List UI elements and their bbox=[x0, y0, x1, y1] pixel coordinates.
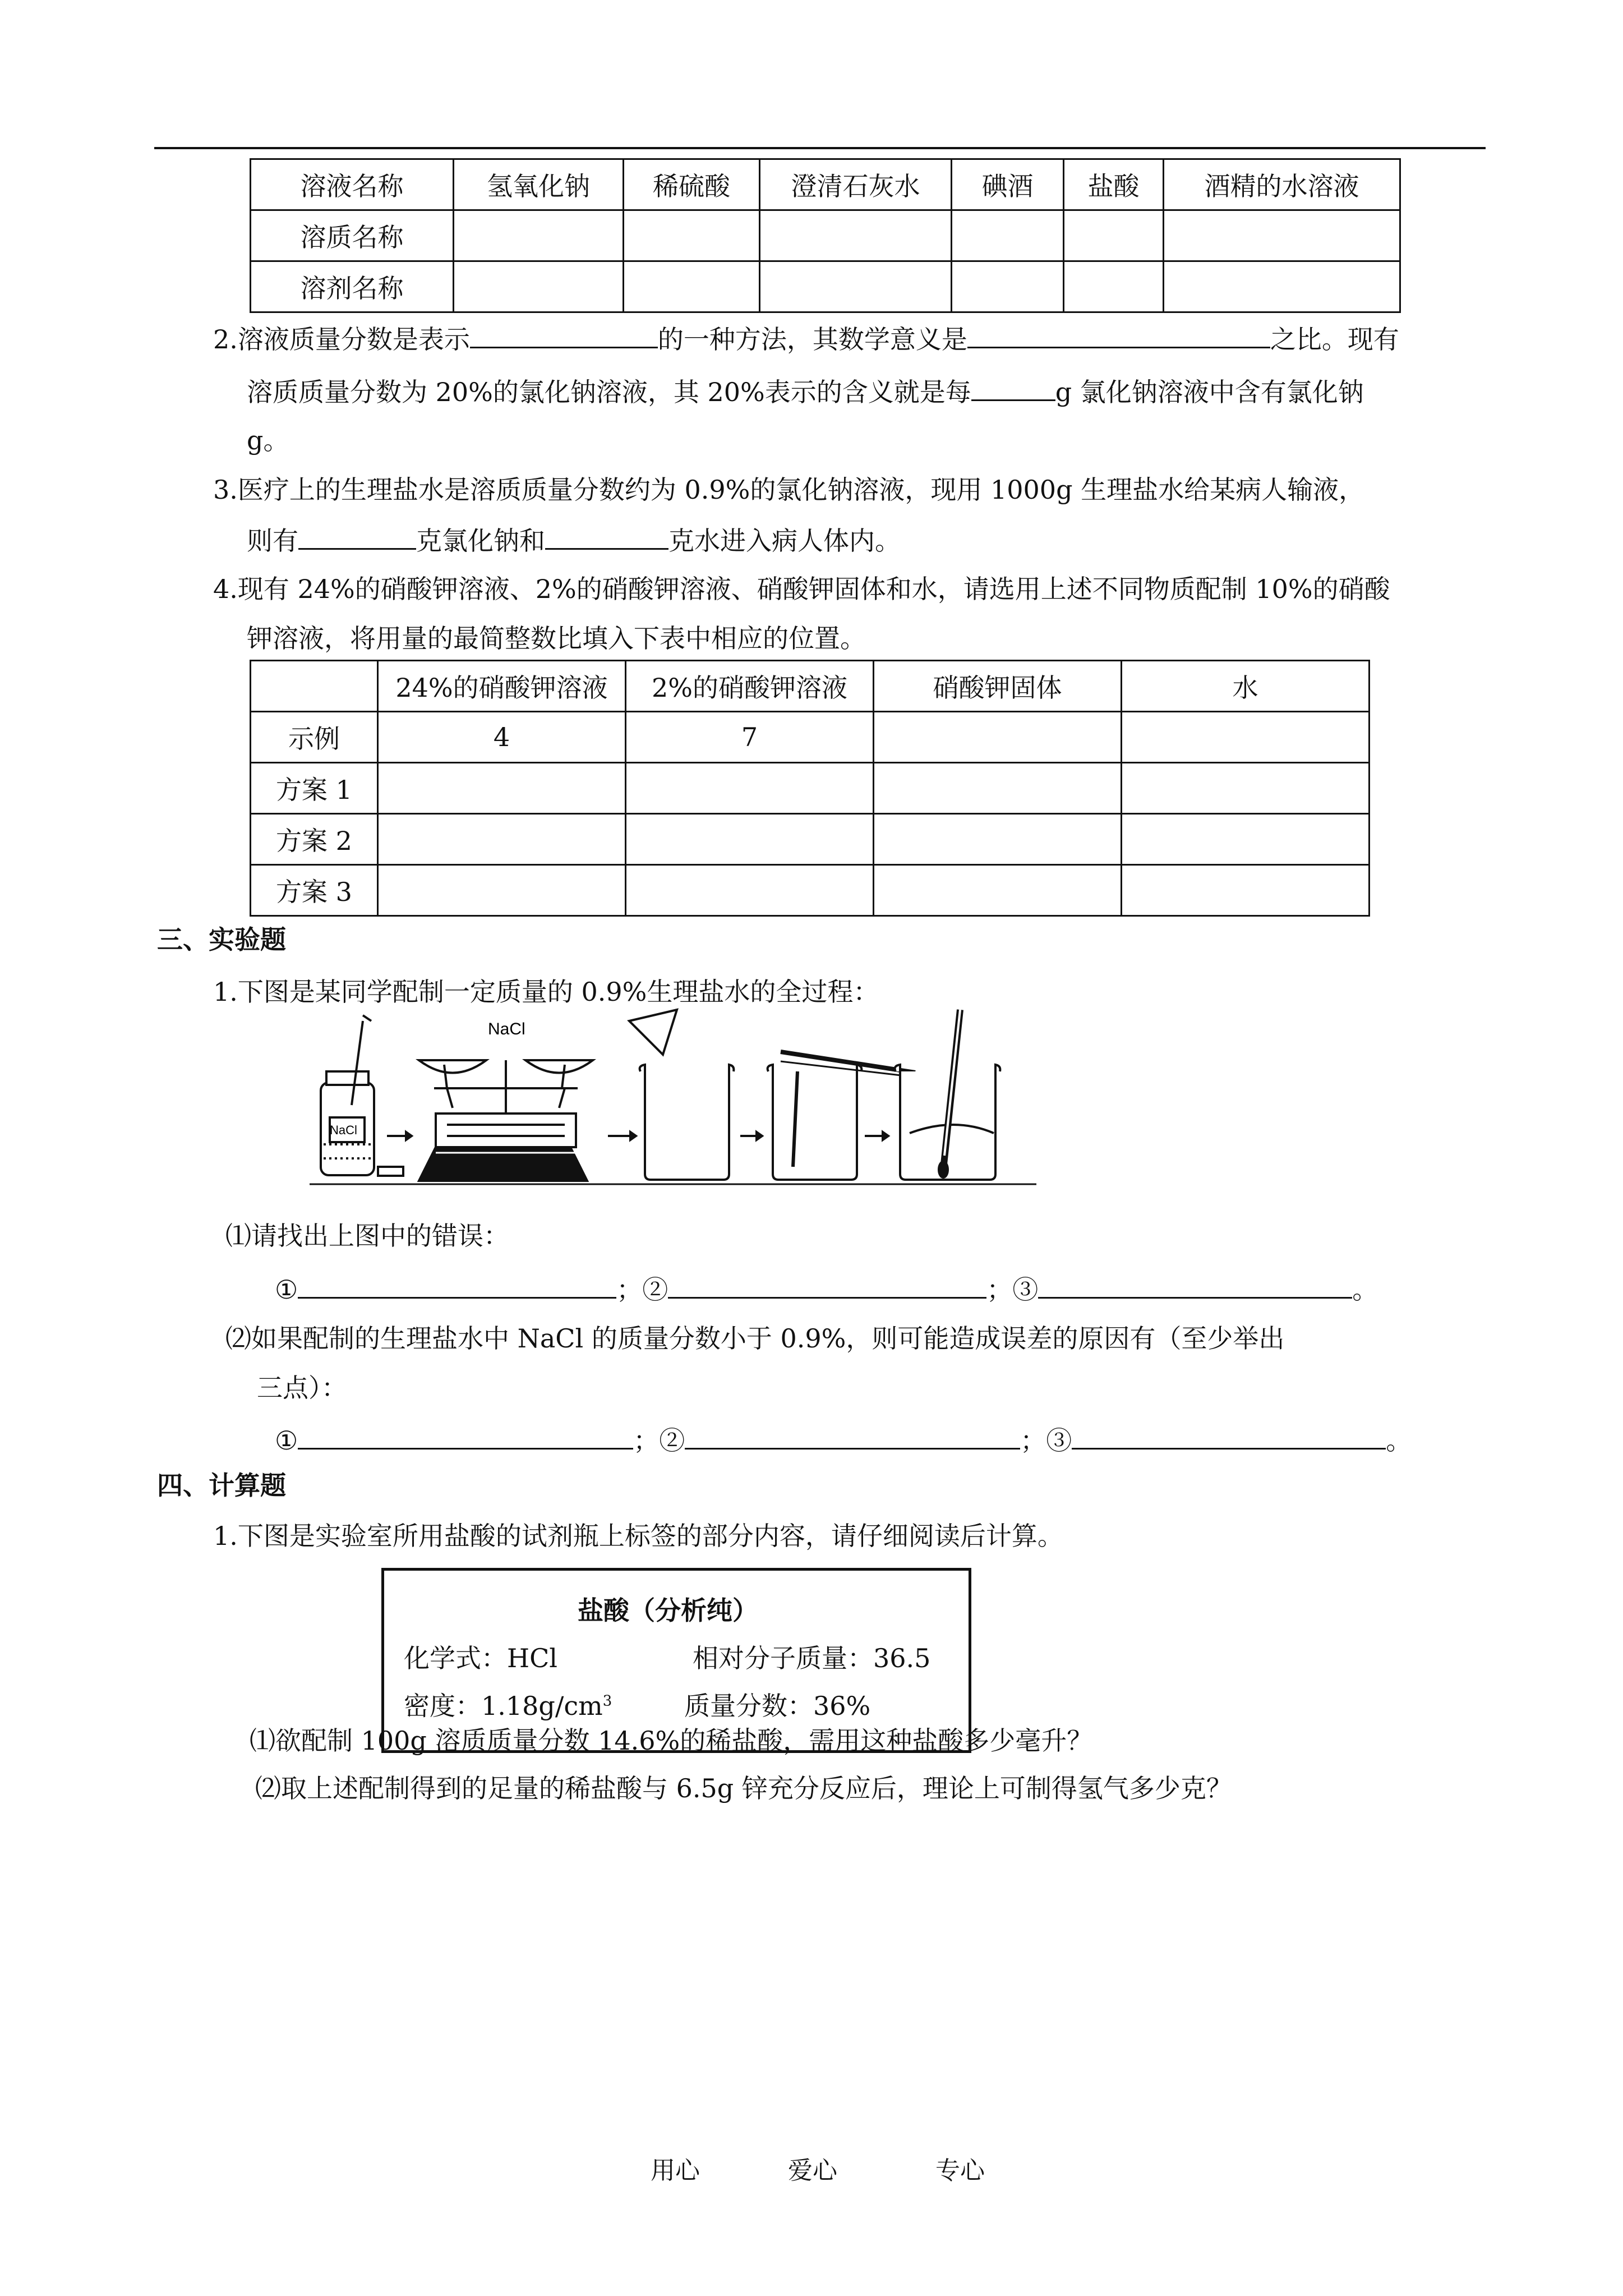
answer-cell[interactable] bbox=[874, 865, 1122, 916]
table-header-cell: 2%的硝酸钾溶液 bbox=[626, 661, 874, 712]
calc-part-2: ⑵取上述配制得到的足量的稀盐酸与 6.5g 锌充分反应后，理论上可制得氢气多少克？ bbox=[255, 1773, 1232, 1803]
footer-word: 用心 bbox=[651, 2156, 700, 2185]
row-label: 溶剂名称 bbox=[251, 261, 454, 312]
table-header-cell: 氢氧化钠 bbox=[454, 159, 624, 210]
answer-cell[interactable] bbox=[626, 763, 874, 814]
question-4-line-1: 4.现有 24%的硝酸钾溶液、2%的硝酸钾溶液、硝酸钾固体和水，请选用上述不同物质配制 10%的硝酸 bbox=[213, 574, 1390, 604]
row-label: 方案 1 bbox=[251, 763, 378, 814]
label-mass-fraction: 质量分数：36% bbox=[684, 1691, 871, 1721]
answer-cell[interactable] bbox=[1122, 865, 1370, 916]
answer-cell[interactable] bbox=[952, 210, 1064, 261]
answer-cell[interactable] bbox=[1164, 210, 1400, 261]
answer-blank[interactable] bbox=[668, 1274, 986, 1299]
answer-blank[interactable] bbox=[470, 324, 658, 348]
answer-cell[interactable] bbox=[378, 763, 626, 814]
question-2-line-3: g。 bbox=[247, 425, 289, 455]
answer-cell[interactable] bbox=[378, 814, 626, 865]
row-label: 方案 2 bbox=[251, 814, 378, 865]
question-3-line-1: 3.医疗上的生理盐水是溶质质量分数约为 0.9%的氯化钠溶液，现用 1000g 生理盐水给某病人输液， bbox=[213, 475, 1365, 505]
beaker-icon bbox=[768, 1052, 915, 1180]
jar-label: NaCl bbox=[330, 1123, 357, 1137]
answer-cell[interactable] bbox=[626, 865, 874, 916]
question-3-line-2: 则有 克氯化钠和 克水进入病人体内。 bbox=[247, 526, 901, 556]
solution-table bbox=[250, 158, 1401, 313]
answer-blank[interactable] bbox=[685, 1425, 1020, 1450]
table-row bbox=[251, 865, 1370, 916]
footer-word: 专心 bbox=[935, 2156, 985, 2185]
question-2-line-1: 2.溶液质量分数是表示 的一种方法，其数学意义是 之比。现有 bbox=[213, 324, 1399, 355]
section-4-title: 四、计算题 bbox=[157, 1470, 286, 1501]
answer-cell[interactable] bbox=[454, 261, 624, 312]
answer-blank[interactable] bbox=[971, 377, 1055, 401]
beaker-with-thermometer-icon bbox=[895, 1010, 1000, 1180]
table-header-cell: 碘酒 bbox=[952, 159, 1064, 210]
answer-cell[interactable] bbox=[874, 763, 1122, 814]
answer-cell[interactable] bbox=[1164, 261, 1400, 312]
answer-cell[interactable] bbox=[874, 814, 1122, 865]
table-header-cell: 酒精的水溶液 bbox=[1164, 159, 1400, 210]
answer-blank[interactable] bbox=[545, 526, 668, 550]
answer-blank[interactable] bbox=[298, 526, 416, 550]
header-rule bbox=[154, 147, 1486, 149]
answer-blank[interactable] bbox=[298, 1274, 616, 1299]
experiment-procedure-figure bbox=[310, 999, 1036, 1186]
ratio-table bbox=[250, 660, 1370, 917]
answer-cell[interactable] bbox=[760, 210, 952, 261]
table-row bbox=[251, 712, 1370, 763]
row-label: 示例 bbox=[251, 712, 378, 763]
table-row bbox=[251, 159, 1400, 210]
footer-word: 爱心 bbox=[788, 2156, 837, 2185]
label-density: 密度：$1.18g/cm^3$ bbox=[404, 1691, 612, 1721]
table-row bbox=[251, 261, 1400, 312]
answer-cell[interactable] bbox=[624, 261, 760, 312]
experiment-part-2-line-2: 三点）： bbox=[257, 1373, 347, 1403]
beaker-icon bbox=[640, 1065, 734, 1180]
answer-cell[interactable] bbox=[1064, 210, 1164, 261]
answer-cell[interactable] bbox=[1122, 763, 1370, 814]
reason-answer-line: ① ；② ；③ 。 bbox=[275, 1425, 1412, 1456]
table-header-cell: 盐酸 bbox=[1064, 159, 1164, 210]
error-answer-line: ① ；② ；③ 。 bbox=[275, 1274, 1378, 1305]
table-row bbox=[251, 763, 1370, 814]
table-header-cell: 稀硫酸 bbox=[624, 159, 760, 210]
answer-cell[interactable] bbox=[1064, 261, 1164, 312]
label-title: 盐酸（分析纯） bbox=[578, 1595, 758, 1626]
answer-cell[interactable] bbox=[874, 712, 1122, 763]
answer-blank[interactable] bbox=[1038, 1274, 1352, 1299]
row-label: 溶质名称 bbox=[251, 210, 454, 261]
example-value: 7 bbox=[626, 712, 874, 763]
answer-cell[interactable] bbox=[952, 261, 1064, 312]
question-4-line-2: 钾溶液，将用量的最简整数比填入下表中相应的位置。 bbox=[247, 623, 866, 654]
answer-cell[interactable] bbox=[454, 210, 624, 261]
row-label: 方案 3 bbox=[251, 865, 378, 916]
answer-cell[interactable] bbox=[378, 865, 626, 916]
experiment-part-1: ⑴请找出上图中的错误： bbox=[225, 1221, 509, 1251]
answer-blank[interactable] bbox=[967, 324, 1270, 348]
question-2-line-2: 溶质质量分数为 20%的氯化钠溶液，其 20%表示的含义就是每 g 氯化钠溶液中含有氯化钠 bbox=[247, 377, 1364, 407]
table-header-cell bbox=[251, 661, 378, 712]
experiment-question-1: 1.下图是某同学配制一定质量的 0.9%生理盐水的全过程： bbox=[213, 977, 879, 1007]
answer-cell[interactable] bbox=[1122, 814, 1370, 865]
answer-cell[interactable] bbox=[624, 210, 760, 261]
table-row bbox=[251, 661, 1370, 712]
label-formula: 化学式：HCl bbox=[404, 1643, 558, 1673]
answer-cell[interactable] bbox=[1122, 712, 1370, 763]
balance-label: NaCl bbox=[488, 1020, 525, 1038]
table-header-cell: 溶液名称 bbox=[251, 159, 454, 210]
answer-blank[interactable] bbox=[1072, 1425, 1386, 1450]
answer-blank[interactable] bbox=[298, 1425, 633, 1450]
answer-cell[interactable] bbox=[626, 814, 874, 865]
table-row bbox=[251, 210, 1400, 261]
table-row bbox=[251, 814, 1370, 865]
reagent-jar-icon bbox=[321, 1015, 374, 1175]
answer-cell[interactable] bbox=[760, 261, 952, 312]
section-3-title: 三、实验题 bbox=[157, 924, 286, 955]
experiment-part-2-line-1: ⑵如果配制的生理盐水中 NaCl 的质量分数小于 0.9%，则可能造成误差的原因有（至少举出 bbox=[225, 1323, 1285, 1354]
label-molecular-mass: 相对分子质量：36.5 bbox=[693, 1643, 931, 1673]
example-value: 4 bbox=[378, 712, 626, 763]
table-header-cell: 24%的硝酸钾溶液 bbox=[378, 661, 626, 712]
calc-question-1: 1.下图是实验室所用盐酸的试剂瓶上标签的部分内容，请仔细阅读后计算。 bbox=[213, 1521, 1063, 1551]
table-header-cell: 硝酸钾固体 bbox=[874, 661, 1122, 712]
table-header-cell: 澄清石灰水 bbox=[760, 159, 952, 210]
balance-scale-icon bbox=[419, 1060, 593, 1181]
table-header-cell: 水 bbox=[1122, 661, 1370, 712]
calc-part-1: ⑴欲配制 100g 溶质质量分数 14.6%的稀盐酸，需用这种盐酸多少毫升？ bbox=[250, 1726, 1093, 1756]
